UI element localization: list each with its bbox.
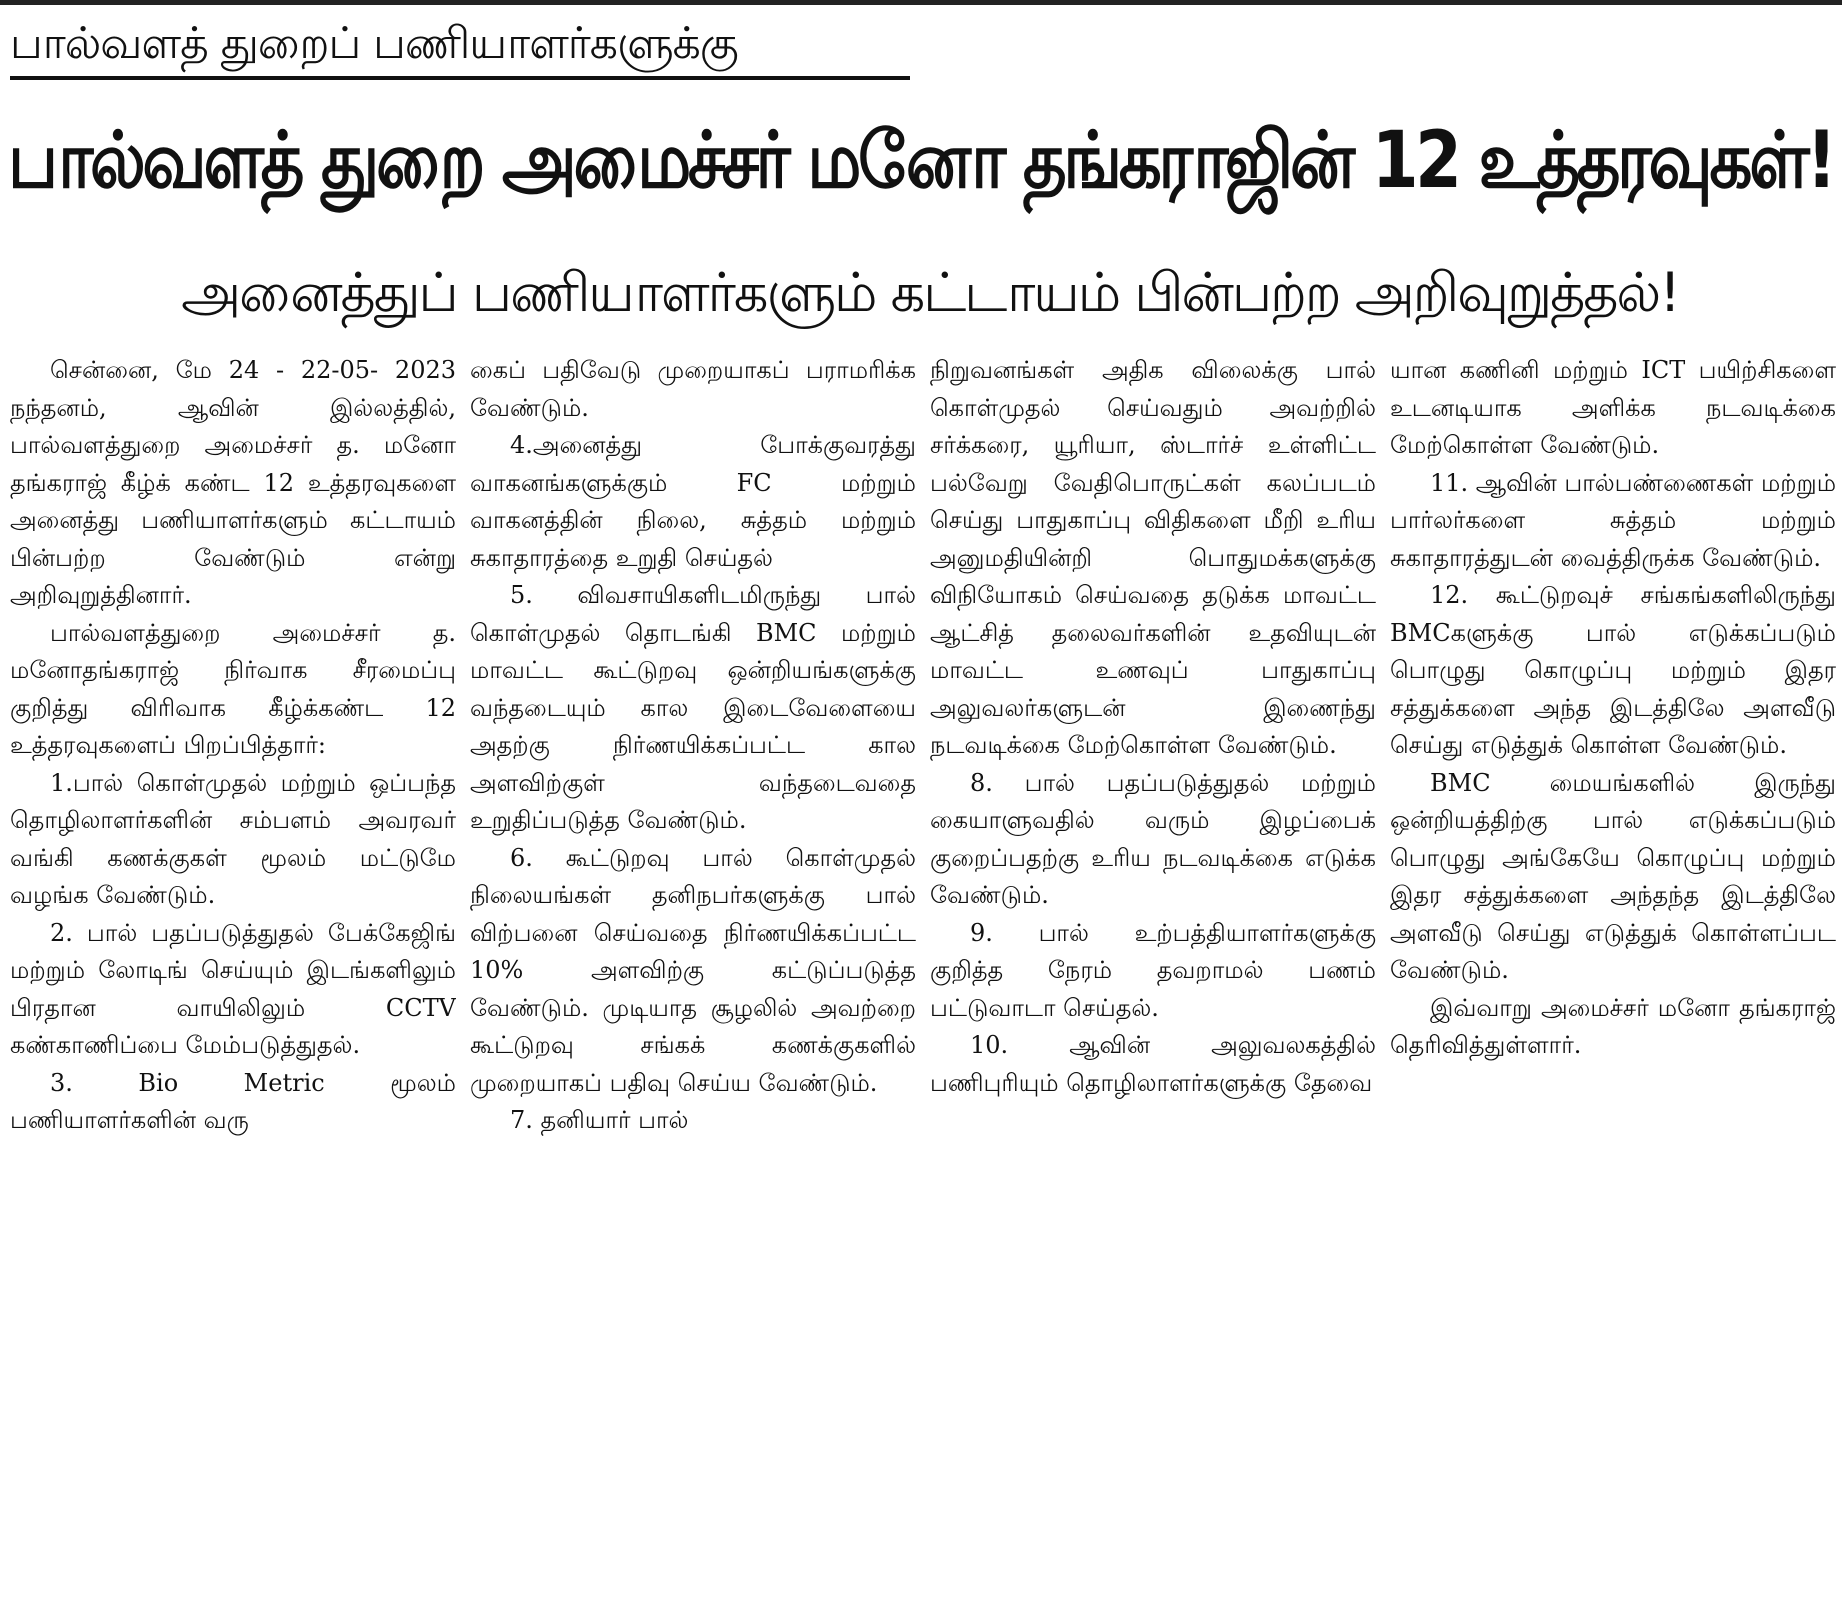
paragraph: 7. தனியார் பால்	[510, 1106, 689, 1134]
paragraph: 8. பால் பதப்படுத்துதல் மற்றும் கையாளுவதில் வரும் இழப்பைக் குறைப்பதற்கு உரிய நடவடிக்கை எடுக்க வேண்டும்.	[930, 768, 1376, 909]
paragraph: சென்னை, மே 24 - 22-05- 2023 நந்தனம், ஆவின் இல்லத்தில், பால்வளத்துறை அமைச்சர் த. மனோ தங்கராஜ் கீழ்க் கண்ட 12 உத்தரவுகளை அனைத்து பணியாளர்களும் கட்டாயம் பின்பற்ற வேண்டும் என்று அறிவுறுத்தினார்.	[10, 356, 456, 609]
paragraph: கைப் பதிவேடு முறையாகப் பராமரிக்க வேண்டும்.	[470, 356, 916, 422]
headline: பால்வளத் துறை அமைச்சர் மனோ தங்கராஜின் 12 உத்தரவுகள்!	[8, 116, 1834, 206]
paragraph: BMC மையங்களில் இருந்து ஒன்றியத்திற்கு பால் எடுக்கப்படும் பொழுது அங்கேயே கொழுப்பு மற்றும் இதர சத்துக்களை அந்தந்த இடத்திலே அளவீடு செய்து எடுத்துக் கொள்ளப்பட வேண்டும்.	[1390, 768, 1836, 984]
paragraph: 11. ஆவின் பால்பண்ணைகள் மற்றும் பார்லர்களை சுத்தம் மற்றும் சுகாதாரத்துடன் வைத்திருக்க வேண்டும்.	[1390, 468, 1836, 572]
paragraph: 9. பால் உற்பத்தியாளர்களுக்கு குறித்த நேரம் தவறாமல் பணம் பட்டுவாடா செய்தல்.	[930, 918, 1376, 1022]
article-body	[10, 352, 1836, 1614]
column-3	[930, 352, 1376, 1614]
paragraph: 2. பால் பதப்படுத்துதல் பேக்கேஜிங் மற்றும் லோடிங் செய்யும் இடங்களிலும் பிரதான வாயிலிலும் CCTV கண்காணிப்பை மேம்படுத்துதல்.	[10, 918, 456, 1059]
kicker-underline	[10, 76, 910, 80]
paragraph: 1.பால் கொள்முதல் மற்றும் ஒப்பந்த தொழிலாளர்களின் சம்பளம் அவரவர் வங்கி கணக்குகள் மூலம் மட்டுமே வழங்க வேண்டும்.	[10, 768, 456, 909]
paragraph: இவ்வாறு அமைச்சர் மனோ தங்கராஜ் தெரிவித்துள்ளார்.	[1390, 993, 1836, 1059]
paragraph: 3. Bio Metric மூலம் பணியாளர்களின் வரு	[10, 1068, 456, 1134]
kicker-heading: பால்வளத் துறைப் பணியாளர்களுக்கு	[10, 18, 738, 69]
paragraph: 5. விவசாயிகளிடமிருந்து பால் கொள்முதல் தொடங்கி BMC மற்றும் மாவட்ட கூட்டுறவு ஒன்றியங்களுக்கு வந்தடையும் கால இடைவேளையை அதற்கு நிர்ணயிக்கப்பட்ட கால அளவிற்குள் வந்தடைவதை உறுதிப்படுத்த வேண்டும்.	[470, 581, 916, 834]
paragraph: நிறுவனங்கள் அதிக விலைக்கு பால் கொள்முதல் செய்வதும் அவற்றில் சர்க்கரை, யூரியா, ஸ்டார்ச் உள்ளிட்ட பல்வேறு வேதிபொருட்கள் கலப்படம் செய்து பாதுகாப்பு விதிகளை மீறி உரிய அனுமதியின்றி பொதுமக்களுக்கு விநியோகம் செய்வதை தடுக்க மாவட்ட ஆட்சித் தலைவர்களின் உதவியுடன் மாவட்ட உணவுப் பாதுகாப்பு அலுவலர்களுடன் இணைந்து நடவடிக்கை மேற்கொள்ள வேண்டும்.	[930, 356, 1376, 759]
column-1	[10, 352, 456, 1614]
paragraph: பால்வளத்துறை அமைச்சர் த. மனோதங்கராஜ் நிர்வாக சீரமைப்பு குறித்து விரிவாக கீழ்க்கண்ட 12 உத்தரவுகளைப் பிறப்பித்தார்:	[10, 618, 456, 759]
paragraph: 4.அனைத்து போக்குவரத்து வாகனங்களுக்கும் FC மற்றும் வாகனத்தின் நிலை, சுத்தம் மற்றும் சுகாதாரத்தை உறுதி செய்தல்	[470, 431, 916, 572]
paragraph: 10. ஆவின் அலுவலகத்தில் பணிபுரியும் தொழிலாளர்களுக்கு தேவை	[930, 1031, 1376, 1097]
top-rule	[0, 0, 1842, 5]
paragraph: 6. கூட்டுறவு பால் கொள்முதல் நிலையங்கள் தனிநபர்களுக்கு பால் விற்பனை செய்வதை நிர்ணயிக்கப்பட்ட 10% அளவிற்கு கட்டுப்படுத்த வேண்டும். முடியாத சூழலில் அவற்றை கூட்டுறவு சங்கக் கணக்குகளில் முறையாகப் பதிவு செய்ய வேண்டும்.	[470, 843, 916, 1097]
column-2	[470, 352, 916, 1614]
column-4	[1390, 352, 1836, 1614]
paragraph: யான கணினி மற்றும் ICT பயிற்சிகளை உடனடியாக அளிக்க நடவடிக்கை மேற்கொள்ள வேண்டும்.	[1390, 356, 1836, 459]
subheadline: அனைத்துப் பணியாளர்களும் கட்டாயம் பின்பற்ற அறிவுறுத்தல்!	[181, 261, 1679, 324]
paragraph: 12. கூட்டுறவுச் சங்கங்களிலிருந்து BMCகளுக்கு பால் எடுக்கப்படும் பொழுது கொழுப்பு மற்றும் இதர சத்துக்களை அந்த இடத்திலே அளவீடு செய்து எடுத்துக் கொள்ள வேண்டும்.	[1390, 581, 1836, 759]
